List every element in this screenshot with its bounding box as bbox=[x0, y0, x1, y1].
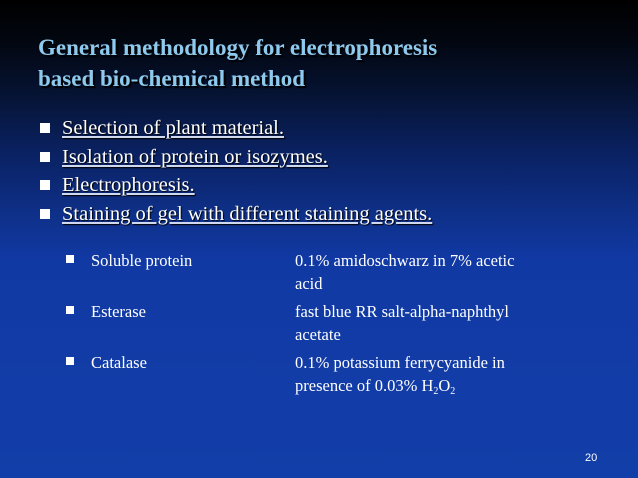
square-bullet-icon bbox=[66, 357, 74, 365]
square-bullet-icon bbox=[40, 152, 50, 162]
page-number: 20 bbox=[585, 452, 598, 464]
stain-value bbox=[295, 351, 595, 403]
square-bullet-icon bbox=[66, 255, 74, 263]
stain-label: Soluble protein bbox=[91, 251, 193, 270]
stain-value-line: acetate bbox=[295, 325, 341, 344]
bullet-item bbox=[38, 203, 628, 232]
stain-row bbox=[66, 300, 606, 351]
stain-row bbox=[66, 351, 606, 402]
square-bullet-icon bbox=[40, 180, 50, 190]
slide-title bbox=[38, 32, 618, 94]
title-line-1: General methodology for electrophoresis bbox=[38, 35, 438, 60]
stain-value bbox=[295, 300, 595, 346]
stain-label: Esterase bbox=[91, 302, 146, 321]
stain-value-line bbox=[295, 374, 595, 403]
bullet-text: Staining of gel with different staining agents. bbox=[62, 202, 433, 225]
main-bullet-list bbox=[38, 117, 628, 231]
formula-subscript: 2 bbox=[450, 386, 456, 397]
stain-label: Catalase bbox=[91, 353, 147, 372]
square-bullet-icon bbox=[40, 209, 50, 219]
bullet-text: Isolation of protein or isozymes. bbox=[62, 145, 328, 168]
stain-value-line: fast blue RR salt-alpha-naphthyl bbox=[295, 302, 509, 321]
square-bullet-icon bbox=[66, 306, 74, 314]
title-line-2: based bio-chemical method bbox=[38, 66, 306, 91]
stain-value bbox=[295, 249, 595, 295]
stain-value-line: 0.1% potassium ferrycyanide in bbox=[295, 353, 505, 372]
stain-value-line: acid bbox=[295, 274, 323, 293]
formula-prefix: presence of 0.03% H bbox=[295, 376, 434, 395]
bullet-item bbox=[38, 146, 628, 175]
bullet-item bbox=[38, 174, 628, 203]
stain-row bbox=[66, 249, 606, 300]
formula-subscript: 2 bbox=[433, 386, 439, 397]
stain-list bbox=[66, 249, 606, 402]
stain-value-line: 0.1% amidoschwarz in 7% acetic bbox=[295, 251, 515, 270]
bullet-text: Electrophoresis. bbox=[62, 174, 195, 196]
bullet-text: Selection of plant material. bbox=[62, 117, 285, 139]
formula-element: O bbox=[438, 376, 451, 395]
square-bullet-icon bbox=[40, 123, 50, 133]
bullet-item bbox=[38, 117, 628, 146]
